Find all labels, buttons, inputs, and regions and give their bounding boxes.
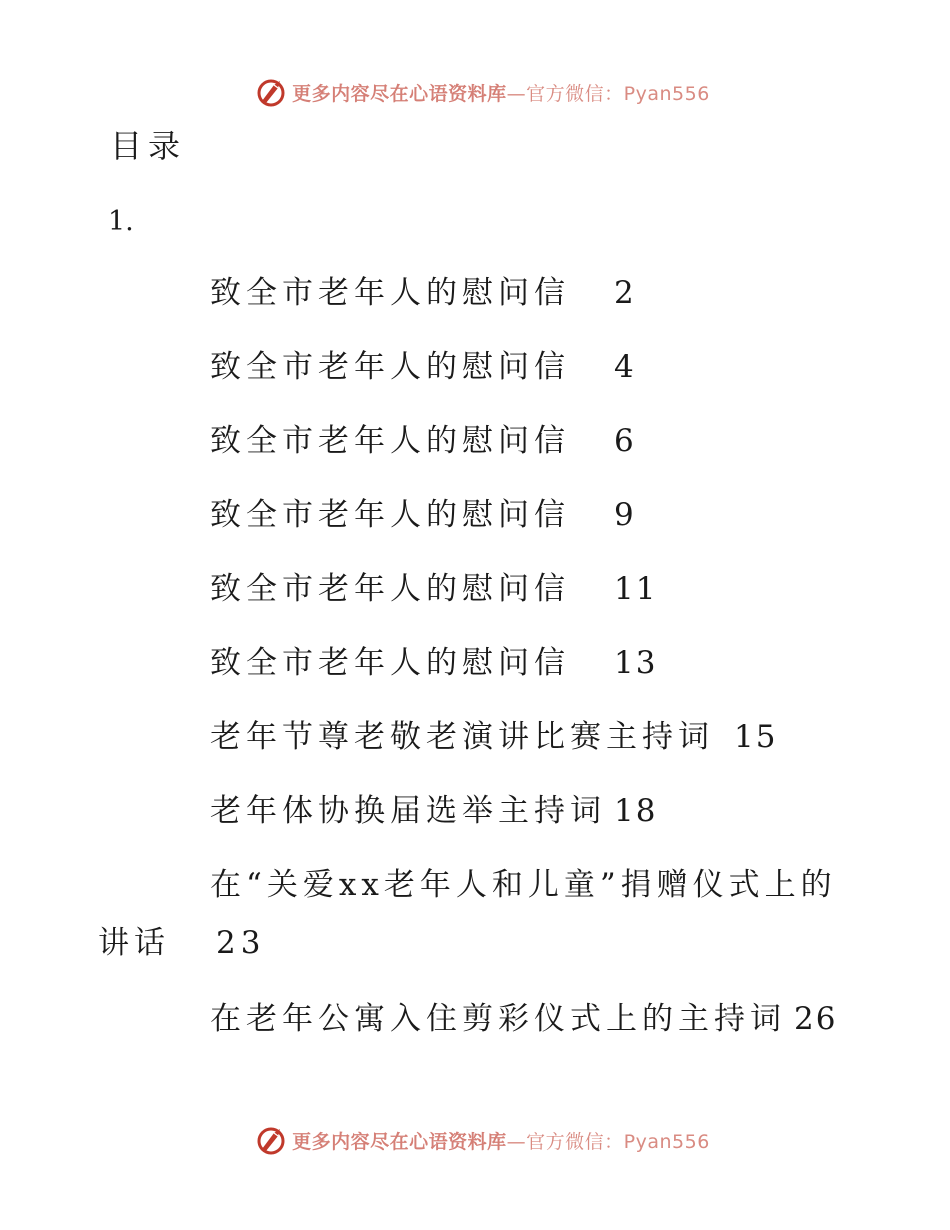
toc-entry-title: 致全市老年人的慰问信 [210, 497, 570, 533]
toc-entry-title: 致全市老年人的慰问信 [210, 275, 570, 311]
toc-entry-continuation[interactable] [98, 920, 265, 966]
pen-nib-circle-icon [254, 75, 288, 109]
toc-entry[interactable] [210, 492, 636, 538]
watermark-prefix: 更多内容尽在心语资料库 [292, 82, 507, 105]
toc-entry[interactable] [210, 862, 837, 908]
toc-entry[interactable] [210, 344, 636, 390]
toc-entry[interactable] [210, 714, 777, 760]
toc-entry-page: 23 [216, 925, 266, 961]
pen-nib-circle-icon [254, 1123, 288, 1157]
toc-entry-title-cont: 讲话 [98, 925, 170, 961]
toc-entry-page: 2 [614, 275, 636, 311]
toc-entry-title: 老年节尊老敬老演讲比赛主持词 [210, 719, 714, 755]
toc-entry-title: 在老年公寓入住剪彩仪式上的主持词 [210, 1001, 786, 1037]
toc-entry-title: 致全市老年人的慰问信 [210, 423, 570, 459]
header-watermark [0, 72, 950, 112]
toc-entry-page: 26 [794, 1001, 838, 1037]
toc-entry-title: 致全市老年人的慰问信 [210, 349, 570, 385]
toc-heading: 目录 [110, 127, 187, 165]
toc-entry-page: 11 [614, 571, 658, 607]
watermark-text [292, 79, 710, 106]
toc-entry-page: 9 [614, 497, 636, 533]
footer-watermark [0, 1120, 950, 1160]
toc-entry[interactable] [210, 996, 837, 1042]
watermark-text [292, 1127, 710, 1154]
toc-entry-title: 在“关爱xx老年人和儿童”捐赠仪式上的 [210, 867, 837, 903]
toc-entry-page: 13 [614, 645, 658, 681]
watermark-prefix: 更多内容尽在心语资料库 [292, 1130, 507, 1153]
toc-entry[interactable] [210, 418, 636, 464]
toc-entry-page: 6 [614, 423, 636, 459]
toc-entry-page: 15 [734, 719, 778, 755]
toc-entry[interactable] [210, 788, 657, 834]
watermark-suffix: —官方微信：Pyan556 [506, 82, 710, 105]
toc-entry-title: 致全市老年人的慰问信 [210, 645, 570, 681]
toc-entry[interactable] [210, 270, 636, 316]
watermark-suffix: —官方微信：Pyan556 [506, 1130, 710, 1153]
toc-entry[interactable] [210, 566, 657, 612]
toc-section-number: 1. [108, 206, 134, 237]
toc-entry-title: 致全市老年人的慰问信 [210, 571, 570, 607]
toc-entry-title: 老年体协换届选举主持词 [210, 793, 606, 829]
toc-entry-page: 18 [614, 793, 658, 829]
toc-entry[interactable] [210, 640, 657, 686]
toc-entry-page: 4 [614, 349, 636, 385]
